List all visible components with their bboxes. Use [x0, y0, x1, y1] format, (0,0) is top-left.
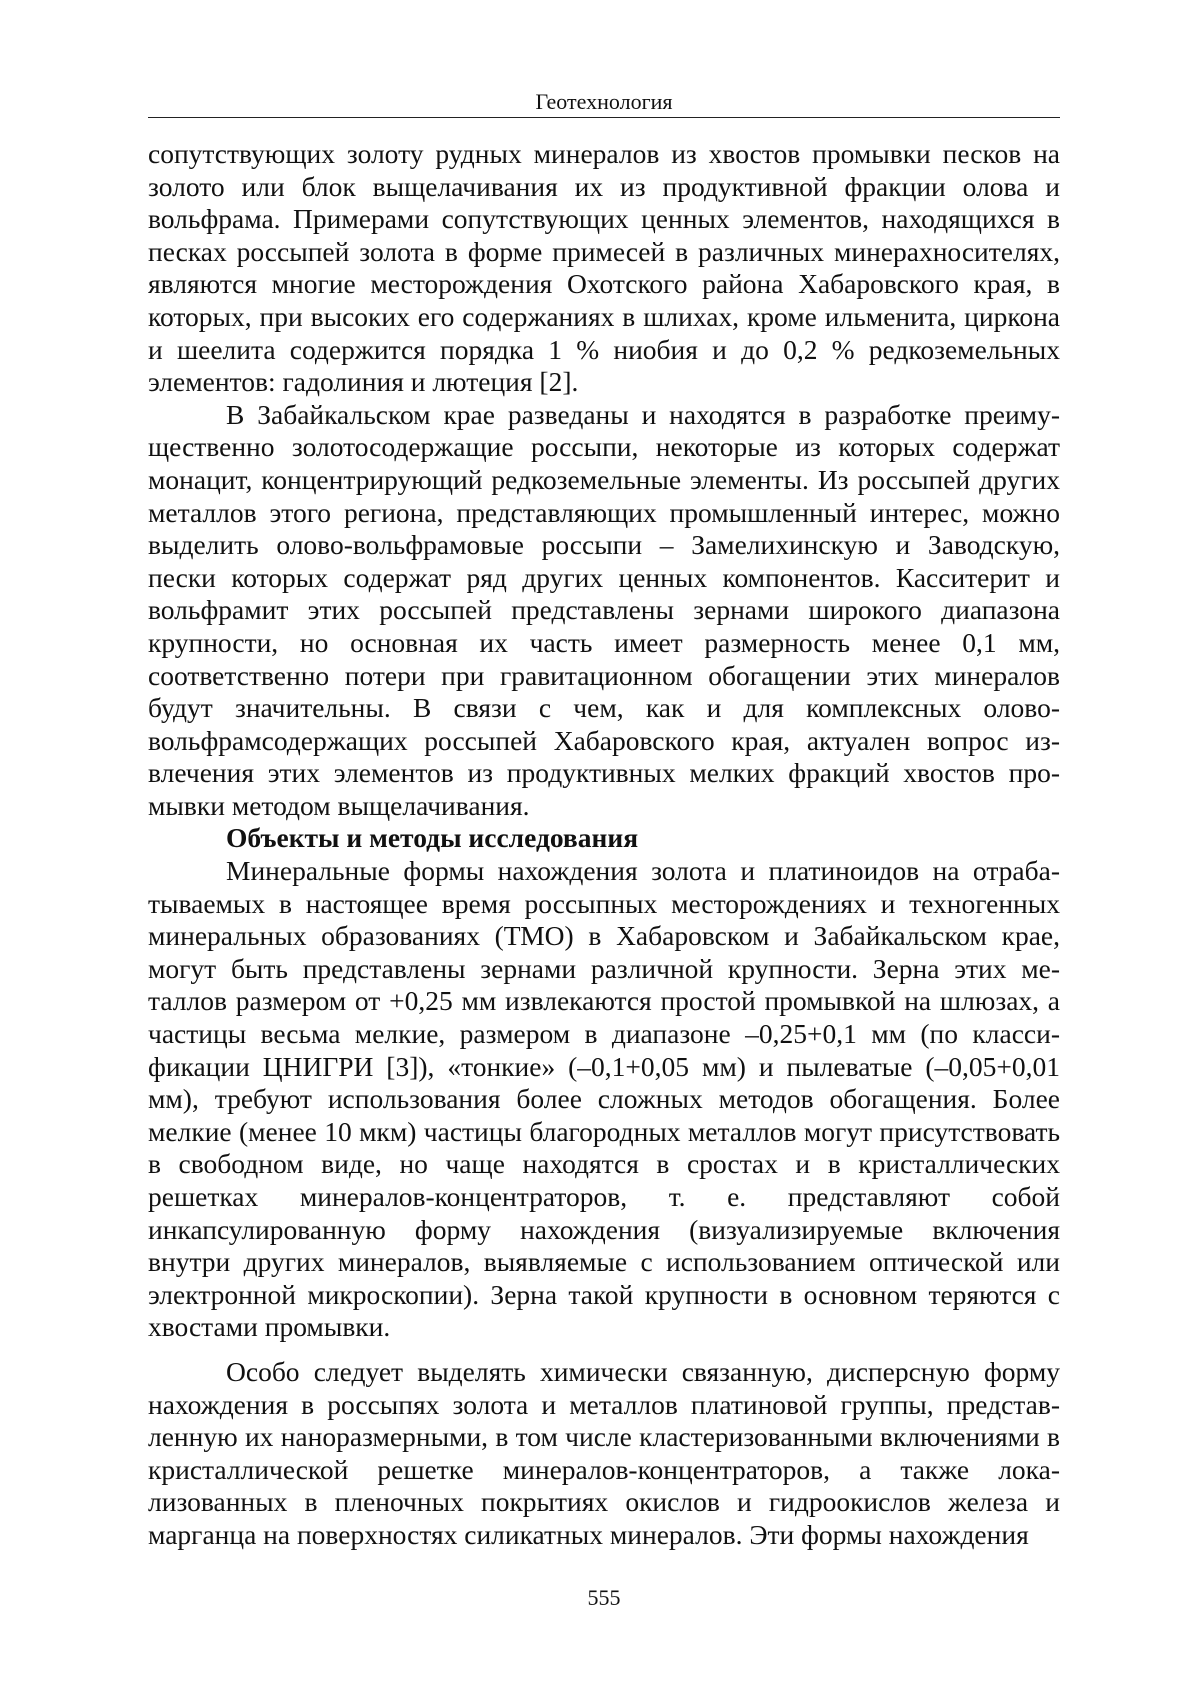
body-paragraph-2: В Забайкальском крае разведаны и находятся в разработке преимущественно золотосодержащие россыпи, некоторые из которых содержат монацит, концентрирующий редкоземельные элементы. Из россыпей других металлов этого региона, представляющих промышленный интерес, можно выделить олово-вольфрамовые россыпи – Замелихинскую и Заводскую, пески которых содержат ряд других ценных компонентов. Касситeрит и вольфрамит этих россыпей представлены зернами широкого диапазона крупности, но основная их часть имеет размерность менее 0,1 мм, соответственно потери при гравитационном обогащении этих минералов будут значительны. В связи с чем, как и для комплексных олово-вольфрамсодержащих россыпей Хабаровского края, актуален вопрос извлечения этих элементов из продуктивных мелких фракций хвостов промывки методом выщелачивания.	[148, 398, 1060, 821]
page-number: 555	[587, 1585, 621, 1610]
header-divider	[148, 117, 1060, 118]
running-header-title: Геотехнология	[535, 89, 673, 114]
body-paragraph-3: Минеральные формы нахождения золота и платиноидов на отрабатываемых в настоящее время россыпных месторождениях и техногенных минеральных образованиях (ТМО) в Хабаровском и Забайкальском крае, могут быть представлены зернами различной крупности. Зерна этих металлов размером от +0,25 мм извлекаются простой промывкой на шлюзах, а частицы весьма мелкие, размером в диапазоне –0,25+0,1 мм (по классификации ЦНИГРИ [3]), «тонкие» (–0,1+0,05 мм) и пылеватые (–0,05+0,01 мм), требуют использования более сложных методов обогащения. Более мелкие (менее 10 мкм) частицы благородных металлов могут присутствовать в свободном виде, но чаще находятся в сростах и в кристаллических решетках минералов-концентраторов, т. е. представляют собой инкапсулированную форму нахождения (визуализируемые включения внутри других минералов, выявляемые с использованием оптической или электронной микроскопии). Зерна такой крупности в основном теряются с хвостами промывки.	[148, 855, 1060, 1343]
body-paragraph-1: сопутствующих золоту рудных минералов из хвостов промывки песков на золото или блок выщелачивания их из продуктивной фракции олова и вольфрама. Примерами сопутствующих ценных элементов, находящихся в песках россыпей золота в форме примесей в различных минерахносителях, являются многие месторождения Охотского района Хабаровского края, в которых, при высоких его содержаниях в шлихах, кроме ильменита, циркона и шеелита содержится порядка 1 % ниобия и до 0,2 % редкоземельных элементов: гадолиния и лютеция [2].	[148, 138, 1060, 398]
section-heading: Объекты и методы исследования	[226, 822, 639, 854]
article-body	[148, 138, 1060, 1552]
body-paragraph-4: Особо следует выделять химически связанную, дисперсную форму нахождения в россыпях золота и металлов платиновой группы, представленную их наноразмерными, в том числе кластеризованными включениями в кристаллической решетке минералов-концентраторов, а также локализованных в пленочных покрытиях окислов и гидроокислов железа и марганца на поверхностях силикатных минералов. Эти формы нахождения	[148, 1355, 1060, 1550]
